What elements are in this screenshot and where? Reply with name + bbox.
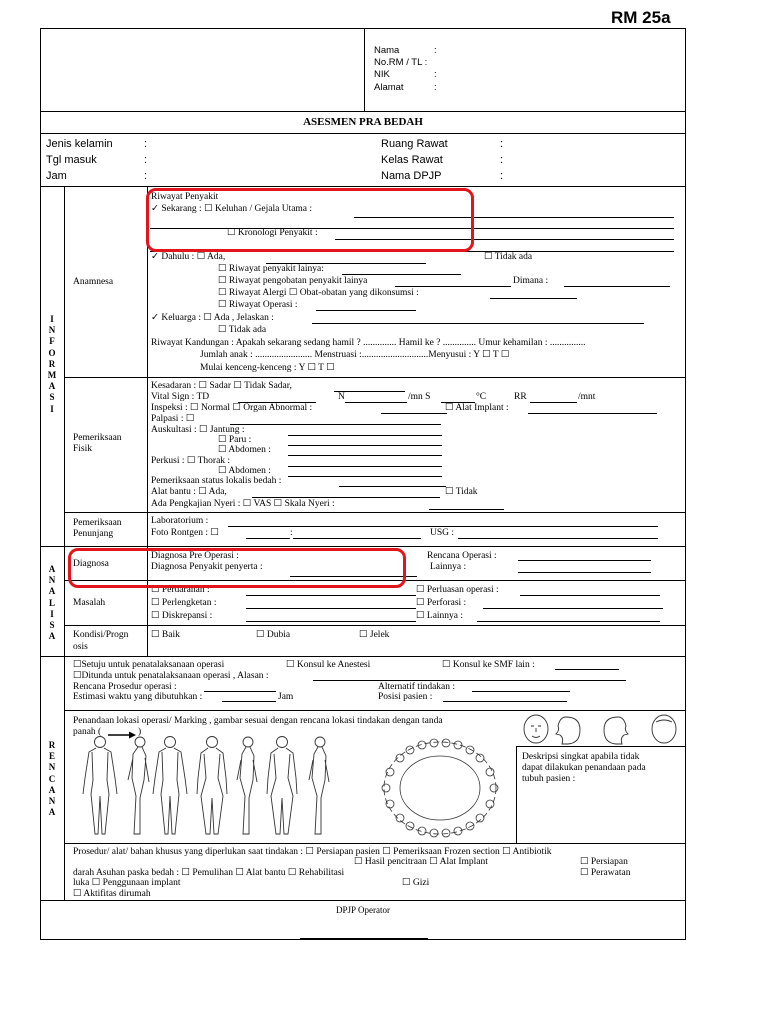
rencana-operasi[interactable]: Rencana Operasi : bbox=[427, 551, 497, 561]
deskripsi-line-2: dapat dilakukan penandaan pada bbox=[522, 763, 646, 773]
keluarga-tidak-ada[interactable]: ☐ Tidak ada bbox=[218, 325, 267, 335]
colon: : bbox=[500, 154, 504, 166]
section-analisa: A N A L I S A bbox=[48, 564, 56, 642]
body-outline-figures[interactable] bbox=[70, 734, 340, 842]
auskultasi-row[interactable]: Auskultasi : ☐ Jantung : bbox=[151, 425, 245, 435]
back-female-body-icon bbox=[267, 737, 297, 835]
abdomen-auskultasi-row[interactable]: ☐ Abdomen : bbox=[218, 445, 271, 455]
suhu-label: /mn S bbox=[408, 392, 431, 402]
patient-address-label: Alamat bbox=[374, 82, 404, 93]
nyeri-row[interactable]: Ada Pengkajian Nyeri : ☐ VAS ☐ Skala Nyeri : bbox=[151, 499, 335, 509]
colon: : bbox=[500, 138, 504, 150]
alat-bantu-tidak[interactable]: ☐ Tidak bbox=[445, 487, 478, 497]
penggunaan-implant-row[interactable]: luka ☐ Penggunaan implant bbox=[73, 878, 181, 888]
patient-nik-label: NIK bbox=[374, 69, 390, 80]
head-front-icon bbox=[524, 715, 548, 743]
setuju-operasi[interactable]: ☐Setuju untuk penatalaksanaan operasi bbox=[73, 660, 225, 670]
kondisi-baik[interactable]: ☐ Baik bbox=[151, 630, 180, 640]
jumlah-anak-row[interactable]: Jumlah anak : ........................ Menstruasi :............................Menyusui : Y ☐ T ☐ bbox=[200, 350, 510, 360]
dahulu-row[interactable]: ✓ Dahulu : ☐ Ada, bbox=[151, 252, 226, 262]
colon: : bbox=[144, 138, 148, 150]
section-informasi: I N F O R M A S I bbox=[47, 314, 57, 414]
head-back-icon bbox=[652, 715, 676, 743]
masalah-lainnya[interactable]: ☐ Lainnya : bbox=[416, 611, 464, 621]
persiapan-darah[interactable]: ☐ Persiapan bbox=[580, 857, 628, 867]
ward-label: Ruang Rawat bbox=[381, 138, 448, 150]
abdomen-perkusi-row[interactable]: ☐ Abdomen : bbox=[218, 466, 271, 476]
foto-rontgen-row[interactable]: Foto Rontgen : ☐ bbox=[151, 528, 219, 538]
head-outline-figures[interactable] bbox=[516, 714, 686, 746]
front-body-icon bbox=[83, 737, 117, 835]
masalah-label: Masalah bbox=[73, 598, 106, 608]
pemeriksaan-fisik-label-1: Pemeriksaan bbox=[73, 433, 122, 443]
panah-label: panah ( bbox=[73, 727, 102, 737]
inspeksi-row[interactable]: Inspeksi : ☐ Normal ☐ Organ Abnormal : bbox=[151, 403, 313, 413]
side-female-body-icon bbox=[237, 737, 257, 834]
masalah-perluasan[interactable]: ☐ Perluasan operasi : bbox=[416, 585, 499, 595]
kenceng-row[interactable]: Mulai kenceng-kenceng : Y ☐ T ☐ bbox=[200, 363, 335, 373]
penunjang-label-2: Penunjang bbox=[73, 529, 114, 539]
tooth-icon bbox=[382, 739, 498, 837]
rr-label: RR bbox=[514, 392, 527, 402]
head-side-left-icon bbox=[556, 717, 580, 744]
colon: : bbox=[434, 69, 437, 80]
diagnosa-label: Diagnosa bbox=[73, 559, 109, 569]
front-female-body-icon bbox=[197, 737, 227, 835]
riwayat-pengobatan-row[interactable]: ☐ Riwayat pengobatan penyakit lainya bbox=[218, 276, 368, 286]
time-label: Jam bbox=[46, 170, 67, 182]
perkusi-row[interactable]: Perkusi : ☐ Thorak : bbox=[151, 456, 231, 466]
kondisi-jelek[interactable]: ☐ Jelek bbox=[359, 630, 390, 640]
diagnosa-pre-operasi[interactable]: Diagnosa Pre Operasi : bbox=[151, 551, 239, 561]
mnt-label: /mnt bbox=[578, 392, 596, 402]
kondisi-label-2: osis bbox=[73, 642, 88, 652]
keluarga-row[interactable]: ✓ Keluarga : ☐ Ada , Jelaskan : bbox=[151, 313, 274, 323]
rencana-prosedur[interactable]: Rencana Prosedur operasi : bbox=[73, 682, 177, 692]
hasil-pencitraan-row[interactable]: ☐ Hasil pencitraan ☐ Alat Implant bbox=[354, 857, 488, 867]
kronologi-row[interactable]: ☐ Kronologi Penyakit : bbox=[227, 228, 318, 238]
patient-name-label: Nama bbox=[374, 45, 400, 56]
form-code: RM 25a bbox=[611, 8, 671, 27]
annotation-highlight-diagnosa bbox=[68, 548, 406, 588]
colon: : bbox=[434, 82, 437, 93]
nadi-label: N bbox=[338, 392, 345, 402]
riwayat-penyakit: Riwayat Penyakit bbox=[151, 192, 219, 202]
ditunda-operasi[interactable]: ☐Ditunda untuk penatalaksanaan operasi , Alasan : bbox=[73, 671, 269, 681]
signature-line[interactable] bbox=[300, 938, 428, 939]
celsius-label: °C bbox=[476, 392, 487, 402]
deskripsi-line-1: Deskripsi singkat apabila tidak bbox=[522, 752, 640, 762]
penunjang-label-1: Pemeriksaan bbox=[73, 518, 122, 528]
asuhan-paska-bedah-row[interactable]: darah Asuhan paska bedah : ☐ Pemulihan ☐ Alat bantu ☐ Rehabilitasi bbox=[73, 868, 345, 878]
laboratorium-row[interactable]: Laboratorium : bbox=[151, 516, 209, 526]
section-rencana: R E N C A N A bbox=[48, 740, 56, 818]
palpasi-row[interactable]: Palpasi : ☐ bbox=[151, 414, 195, 424]
colon: : bbox=[500, 170, 504, 182]
colon: : bbox=[290, 528, 293, 538]
dahulu-tidak-ada[interactable]: ☐ Tidak ada bbox=[484, 252, 533, 262]
estimasi-waktu[interactable]: Estimasi waktu yang dibutuhkan : bbox=[73, 692, 203, 702]
diagnosa-lainnya[interactable]: Lainnya : bbox=[430, 562, 467, 572]
dpjp-name-label: Nama DPJP bbox=[381, 170, 442, 182]
konsul-anestesi[interactable]: ☐ Konsul ke Anestesi bbox=[286, 660, 371, 670]
dpjp-operator-label: DPJP Operator bbox=[336, 905, 390, 915]
masalah-perforasi[interactable]: ☐ Perforasi : bbox=[416, 598, 467, 608]
annotation-highlight-riwayat bbox=[146, 188, 474, 252]
paru-row[interactable]: ☐ Paru : bbox=[218, 435, 252, 445]
prosedur-alat-row[interactable]: Prosedur/ alat/ bahan khusus yang diperlukan saat tindakan : ☐ Persiapan pasien ☐ Pemeriksaan Frozen section ☐ Antibiotik bbox=[73, 847, 552, 857]
masalah-perdarahan[interactable]: ☐ Perdarahan : bbox=[151, 585, 210, 595]
form-title: ASESMEN PRA BEDAH bbox=[303, 116, 423, 128]
masalah-diskrepansi[interactable]: ☐ Diskrepansi : bbox=[151, 611, 213, 621]
side-female-body-icon-2 bbox=[309, 737, 329, 834]
perawatan-luka[interactable]: ☐ Perawatan bbox=[580, 868, 631, 878]
class-label: Kelas Rawat bbox=[381, 154, 443, 166]
kondisi-dubia[interactable]: ☐ Dubia bbox=[256, 630, 291, 640]
gender-label: Jenis kelamin bbox=[46, 138, 113, 150]
jam-label: Jam bbox=[278, 692, 294, 702]
dimana-label: Dimana : bbox=[513, 276, 549, 286]
alat-bantu-row[interactable]: Alat bantu : ☐ Ada, bbox=[151, 487, 227, 497]
panah-close: ) bbox=[138, 727, 142, 737]
patient-rm-label: No.RM / TL : bbox=[374, 57, 428, 68]
deskripsi-line-3: tubuh pasien : bbox=[522, 774, 576, 784]
posisi-pasien[interactable]: Posisi pasien : bbox=[378, 692, 433, 702]
gizi-option[interactable]: ☐ Gizi bbox=[402, 878, 430, 888]
usg-label: USG : bbox=[430, 528, 455, 538]
pemeriksaan-fisik-label-2: Fisik bbox=[73, 444, 93, 454]
admission-date-label: Tgl masuk bbox=[46, 154, 97, 166]
anamnesa-label: Anamnesa bbox=[73, 277, 114, 287]
riwayat-kandungan[interactable]: Riwayat Kandungan : Apakah sekarang sedang hamil ? .............. Hamil ke ? .............. Umur kehamilan : ............... bbox=[151, 338, 586, 348]
alternatif-tindakan[interactable]: Alternatif tindakan : bbox=[378, 682, 456, 692]
riwayat-alergi-row[interactable]: ☐ Riwayat Alergi ☐ Obat-obatan yang dikonsumsi : bbox=[218, 288, 419, 298]
status-lokalis-row[interactable]: Pemeriksaan status lokalis bedah : bbox=[151, 476, 282, 486]
riwayat-lain-row[interactable]: ☐ Riwayat penyakit lainya: bbox=[218, 264, 324, 274]
penandaan-lokasi: Penandaan lokasi operasi/ Marking , gambar sesuai dengan rencana lokasi tindakan dengan tanda bbox=[73, 716, 443, 726]
aktifitas-dirumah[interactable]: ☐ Aktifitas dirumah bbox=[73, 889, 151, 899]
colon: : bbox=[144, 170, 148, 182]
alat-implant[interactable]: ☐ Alat Implant : bbox=[445, 403, 509, 413]
side-body-icon bbox=[128, 737, 149, 834]
kondisi-label-1: Kondisi/Progn bbox=[73, 630, 129, 640]
diagnosa-penyerta[interactable]: Diagnosa Penyakit penyerta : bbox=[151, 562, 263, 572]
kesadaran-row[interactable]: Kesadaran : ☐ Sadar ☐ Tidak Sadar, bbox=[151, 381, 292, 391]
riwayat-operasi-row[interactable]: ☐ Riwayat Operasi : bbox=[218, 300, 298, 310]
konsul-smf[interactable]: ☐ Konsul ke SMF lain : bbox=[442, 660, 535, 670]
colon: : bbox=[144, 154, 148, 166]
sekarang-row[interactable]: ✓ Sekarang : ☐ Keluhan / Gejala Utama : bbox=[151, 204, 313, 214]
back-body-icon bbox=[153, 737, 187, 835]
head-side-right-icon bbox=[604, 717, 628, 744]
masalah-perlengketan[interactable]: ☐ Perlengketan : bbox=[151, 598, 217, 608]
colon: : bbox=[434, 45, 437, 56]
vital-sign-row[interactable]: Vital Sign : TD bbox=[151, 392, 210, 402]
dental-chart[interactable] bbox=[370, 738, 510, 842]
